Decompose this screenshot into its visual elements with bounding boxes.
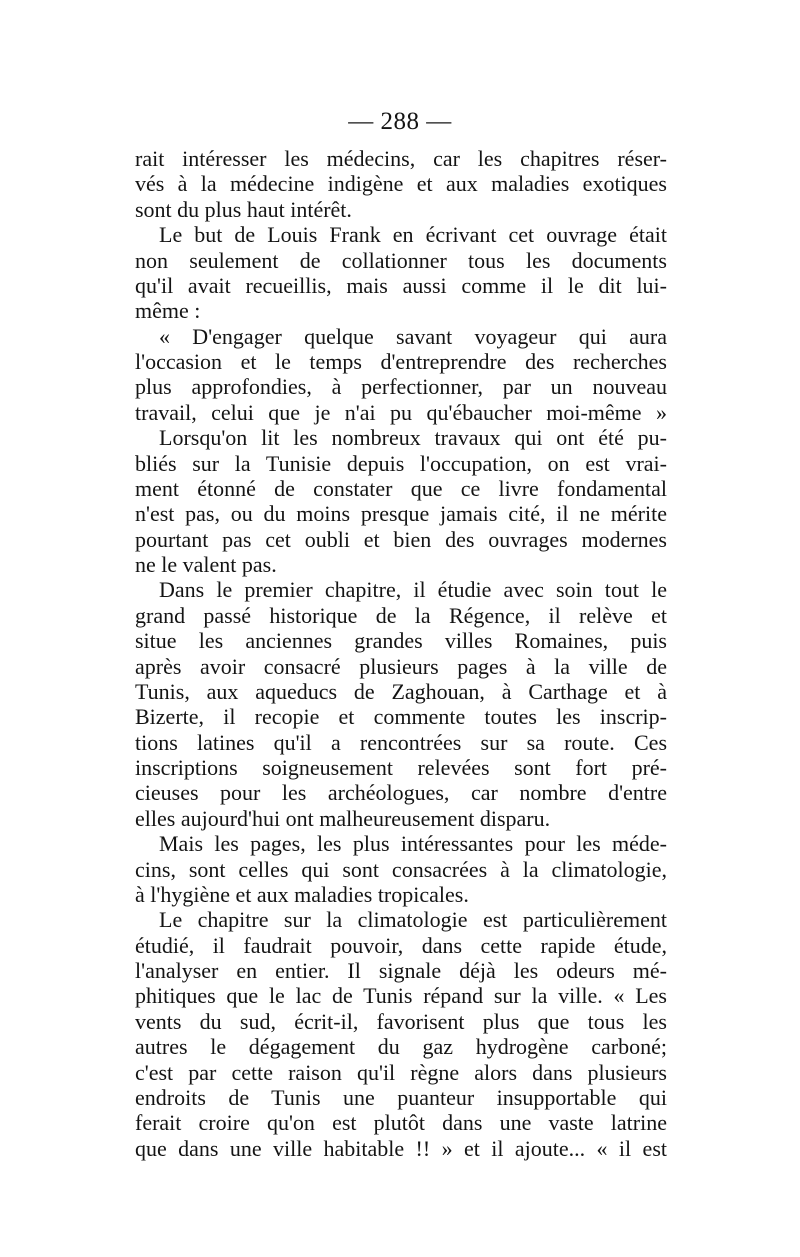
- text-line: tions latines qu'il a rencontrées sur sa route. Ces: [135, 729, 667, 755]
- text-line: vents du sud, écrit-il, favorisent plus que tous les: [135, 1008, 667, 1034]
- text-line: même :: [135, 298, 201, 324]
- text-line: que dans une ville habitable !! » et il ajoute... « il est: [135, 1135, 667, 1161]
- page-number: — 288 —: [348, 108, 452, 135]
- text-line: qu'il avait recueillis, mais aussi comme il le dit lui-: [135, 272, 667, 298]
- text-line: cieuses pour les archéologues, car nombre d'entre: [135, 780, 667, 806]
- text-line: Mais les pages, les plus intéressantes pour les méde-: [159, 831, 667, 857]
- text-line: inscriptions soigneusement relevées sont fort pré-: [135, 755, 667, 780]
- text-line: plus approfondies, à perfectionner, par un nouveau: [135, 374, 667, 400]
- text-line: situe les anciennes grandes villes Romaines, puis: [135, 628, 667, 654]
- text-line: Bizerte, il recopie et commente toutes les inscrip-: [135, 704, 667, 730]
- text-line: travail, celui que je n'ai pu qu'ébaucher moi-même »: [135, 399, 667, 425]
- text-line: c'est par cette raison qu'il règne alors dans plusieurs: [135, 1059, 667, 1085]
- text-line: ferait croire qu'on est plutôt dans une vaste latrine: [135, 1110, 667, 1136]
- text-line: Le but de Louis Frank en écrivant cet ouvrage était: [159, 222, 667, 248]
- text-line: non seulement de collationner tous les documents: [135, 247, 667, 273]
- text-line: autres le dégagement du gaz hydrogène carboné;: [135, 1034, 667, 1060]
- text-line: ne le valent pas.: [135, 552, 277, 577]
- text-line: Le chapitre sur la climatologie est particulièrement: [159, 907, 667, 933]
- text-line: Dans le premier chapitre, il étudie avec soin tout le: [159, 577, 667, 603]
- text-line: rait intéresser les médecins, car les chapitres réser-: [135, 146, 667, 171]
- text-line: sont du plus haut intérêt.: [135, 196, 352, 222]
- text-line: bliés sur la Tunisie depuis l'occupation, on est vrai-: [135, 450, 667, 476]
- text-line: vés à la médecine indigène et aux maladies exotiques: [135, 171, 667, 197]
- text-line: Lorsqu'on lit les nombreux travaux qui ont été pu-: [159, 425, 667, 451]
- text-line: l'analyser en entier. Il signale déjà les odeurs mé-: [135, 958, 667, 983]
- text-line: elles aujourd'hui ont malheureusement disparu.: [135, 805, 551, 831]
- text-line: « D'engager quelque savant voyageur qui aura: [159, 323, 667, 349]
- body-text: [135, 146, 667, 1161]
- text-line: n'est pas, ou du moins presque jamais cité, il ne mérite: [135, 501, 667, 527]
- text-line: étudié, il faudrait pouvoir, dans cette rapide étude,: [135, 932, 667, 958]
- text-line: l'occasion et le temps d'entreprendre des recherches: [135, 349, 667, 374]
- text-line: grand passé historique de la Régence, il relève et: [135, 602, 667, 628]
- text-line: Tunis, aux aqueducs de Zaghouan, à Carthage et à: [135, 678, 667, 704]
- text-line: ment étonné de constater que ce livre fondamental: [135, 475, 667, 501]
- text-line: cins, sont celles qui sont consacrées à la climatologie,: [135, 856, 667, 882]
- text-line: après avoir consacré plusieurs pages à la ville de: [135, 653, 667, 679]
- text-line: pourtant pas cet oubli et bien des ouvrages modernes: [135, 526, 667, 552]
- text-line: endroits de Tunis une puanteur insupportable qui: [135, 1084, 667, 1110]
- text-line: à l'hygiène et aux maladies tropicales.: [135, 881, 469, 907]
- text-line: phitiques que le lac de Tunis répand sur la ville. « Les: [135, 983, 667, 1009]
